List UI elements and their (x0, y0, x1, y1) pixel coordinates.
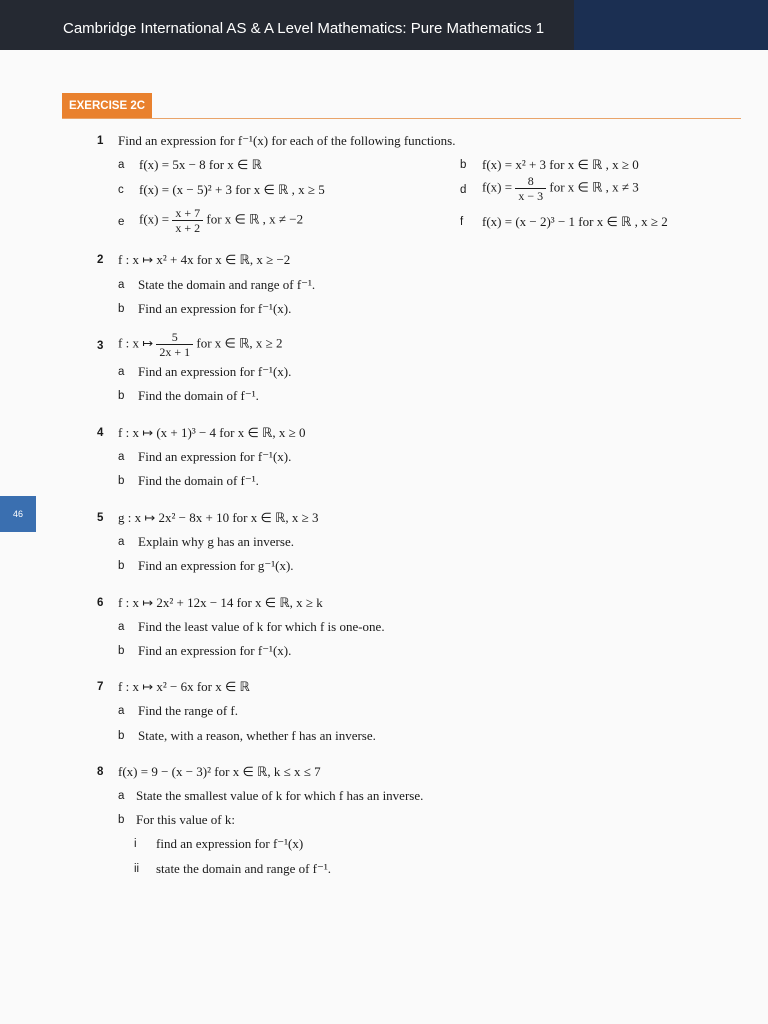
q8-part-a: State the smallest value of k for which f has an inverse. (136, 788, 424, 803)
q1-e-condition: for x ∈ ℝ , x ≠ −2 (206, 211, 304, 227)
q5-part-a: Explain why g has an inverse. (138, 534, 294, 549)
question-6-stem: f : x ↦ 2x² + 12x − 14 for x ∈ ℝ, x ≥ k (118, 595, 323, 610)
q3-part-a-label: a (118, 366, 125, 378)
q1-part-e (139, 206, 303, 235)
q1-part-d-label: d (460, 184, 467, 196)
q1-e-denominator: x + 2 (175, 221, 201, 235)
q3-part-a: Find an expression for f⁻¹(x). (138, 364, 292, 379)
q7-part-b-label: b (118, 730, 125, 742)
q6-part-a-label: a (118, 621, 125, 633)
q1-part-a: f(x) = 5x − 8 for x ∈ ℝ (139, 157, 262, 172)
question-5-number: 5 (97, 512, 104, 524)
q1-part-e-label: e (118, 216, 125, 228)
q3-fraction (156, 330, 193, 359)
question-3-stem (118, 330, 283, 359)
q8-part-b: For this value of k: (136, 812, 235, 827)
q7-part-a-label: a (118, 705, 125, 717)
exercise-divider (62, 118, 741, 119)
q7-part-b: State, with a reason, whether f has an inverse. (138, 728, 376, 743)
q1-d-condition: for x ∈ ℝ , x ≠ 3 (549, 179, 639, 195)
q1-part-d (482, 174, 639, 203)
q8-subpart-ii: state the domain and range of f⁻¹. (156, 861, 332, 876)
q1-part-b-label: b (460, 159, 467, 171)
q5-part-b-label: b (118, 560, 125, 572)
q1-d-numerator: 8 (515, 174, 546, 189)
q8-subpart-i: find an expression for f⁻¹(x) (156, 836, 304, 851)
q1-part-a-label: a (118, 159, 125, 171)
q1-e-numerator: x + 7 (172, 206, 203, 221)
question-7-number: 7 (97, 681, 104, 693)
q1-e-fraction (172, 206, 203, 235)
q1-e-lhs: f(x) = (139, 211, 170, 227)
q1-d-fraction (515, 174, 546, 203)
question-1-number: 1 (97, 135, 104, 147)
question-8-stem: f(x) = 9 − (x − 3)² for x ∈ ℝ, k ≤ x ≤ 7 (118, 764, 321, 779)
q8-subpart-i-label: i (134, 838, 137, 850)
q8-part-b-label: b (118, 814, 125, 826)
q1-part-f-label: f (460, 216, 464, 228)
question-8-number: 8 (97, 766, 104, 778)
page-number-tab: 46 (0, 496, 36, 532)
question-4-number: 4 (97, 427, 104, 439)
q8-subpart-ii-label: ii (134, 863, 140, 875)
q4-part-b-label: b (118, 475, 125, 487)
q6-part-a: Find the least value of k for which f is one-one. (138, 619, 385, 634)
question-5-stem: g : x ↦ 2x² − 8x + 10 for x ∈ ℝ, x ≥ 3 (118, 510, 319, 525)
question-6-number: 6 (97, 597, 104, 609)
q2-part-a: State the domain and range of f⁻¹. (138, 277, 316, 292)
book-title: Cambridge International AS & A Level Mathematics: Pure Mathematics 1 (63, 20, 545, 37)
q4-part-a: Find an expression for f⁻¹(x). (138, 449, 292, 464)
q5-part-b: Find an expression for g⁻¹(x). (138, 558, 294, 573)
q6-part-b: Find an expression for f⁻¹(x). (138, 643, 292, 658)
q1-d-denominator: x − 3 (518, 189, 544, 203)
q1-d-lhs: f(x) = (482, 179, 513, 195)
question-4-stem: f : x ↦ (x + 1)³ − 4 for x ∈ ℝ, x ≥ 0 (118, 425, 306, 440)
q7-part-a: Find the range of f. (138, 703, 239, 718)
q2-part-b-label: b (118, 303, 125, 315)
q5-part-a-label: a (118, 536, 125, 548)
q2-part-a-label: a (118, 279, 125, 291)
q4-part-b: Find the domain of f⁻¹. (138, 473, 259, 488)
q3-part-b: Find the domain of f⁻¹. (138, 388, 259, 403)
q1-part-b: f(x) = x² + 3 for x ∈ ℝ , x ≥ 0 (482, 157, 639, 172)
header-accent-bar (574, 0, 768, 50)
q3-part-b-label: b (118, 390, 125, 402)
q3-stem-lhs: f : x ↦ (118, 335, 154, 351)
exercise-label: EXERCISE 2C (62, 93, 152, 119)
question-7-stem: f : x ↦ x² − 6x for x ∈ ℝ (118, 679, 250, 694)
q8-part-a-label: a (118, 790, 125, 802)
question-2-stem: f : x ↦ x² + 4x for x ∈ ℝ, x ≥ −2 (118, 252, 291, 267)
q4-part-a-label: a (118, 451, 125, 463)
q1-part-c-label: c (118, 184, 124, 196)
question-1-stem: Find an expression for f⁻¹(x) for each of the following functions. (118, 133, 456, 148)
q1-part-f: f(x) = (x − 2)³ − 1 for x ∈ ℝ , x ≥ 2 (482, 214, 668, 229)
q3-denominator: 2x + 1 (159, 345, 191, 359)
q1-part-c: f(x) = (x − 5)² + 3 for x ∈ ℝ , x ≥ 5 (139, 182, 325, 197)
question-2-number: 2 (97, 254, 104, 266)
q3-condition: for x ∈ ℝ, x ≥ 2 (196, 335, 283, 351)
q3-numerator: 5 (156, 330, 193, 345)
question-3-number: 3 (97, 340, 104, 352)
q6-part-b-label: b (118, 645, 125, 657)
q2-part-b: Find an expression for f⁻¹(x). (138, 301, 292, 316)
